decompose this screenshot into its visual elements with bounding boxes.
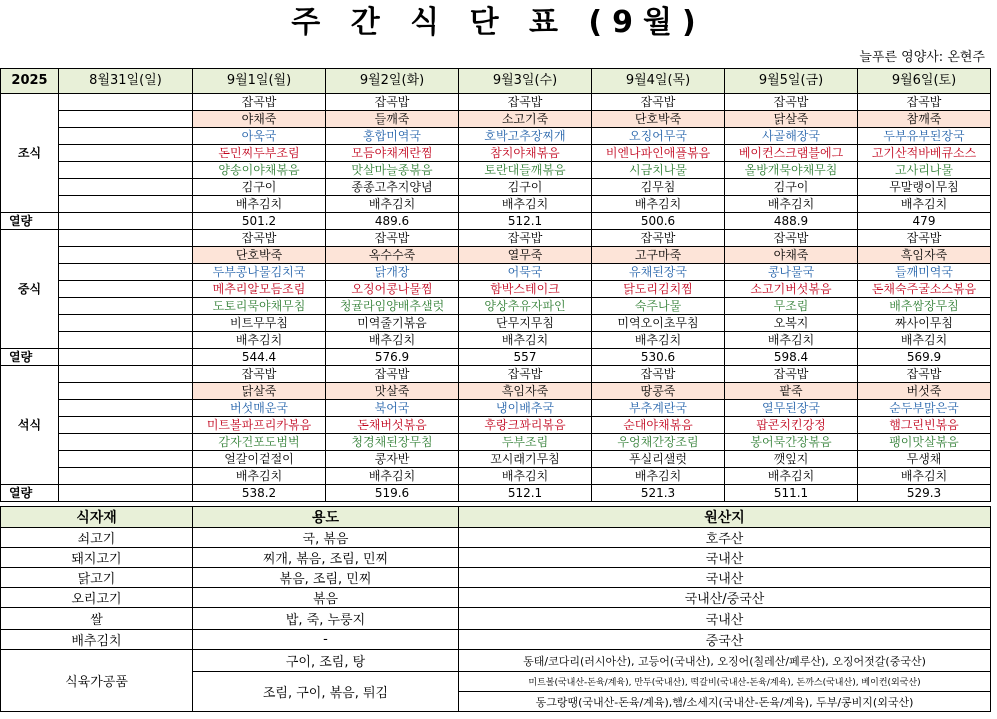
menu-cell: 잡곡밥 [858,94,991,111]
menu-row [1,315,991,332]
kcal-cell [59,213,193,230]
origin-use: 볶음 [193,588,459,608]
kcal-cell: 544.4 [193,349,326,366]
menu-row [1,230,991,247]
menu-cell: 오복지 [725,315,858,332]
origin-use: 국, 볶음 [193,528,459,548]
menu-cell [59,383,193,400]
kcal-cell: 530.6 [592,349,725,366]
menu-cell: 청귤라임양배추샐럿 [326,298,459,315]
menu-cell: 미역줄기볶음 [326,315,459,332]
origin-item: 오리고기 [1,588,193,608]
menu-cell: 무말랭이무침 [858,179,991,196]
menu-cell: 콩나물국 [725,264,858,281]
menu-cell: 야채죽 [725,247,858,264]
menu-cell: 배추김치 [193,468,326,485]
menu-row [1,451,991,468]
menu-row [1,332,991,349]
menu-cell: 유채된장국 [592,264,725,281]
kcal-cell: 519.6 [326,485,459,502]
menu-row [1,417,991,434]
menu-cell: 김구이 [193,179,326,196]
kcal-cell: 529.3 [858,485,991,502]
menu-cell: 잡곡밥 [592,94,725,111]
menu-cell: 두부조림 [459,434,592,451]
origin-row [1,650,991,672]
menu-cell: 잡곡밥 [725,94,858,111]
menu-cell [59,417,193,434]
menu-row [1,434,991,451]
menu-cell: 무생채 [858,451,991,468]
menu-row [1,179,991,196]
menu-cell: 메추리알모듬조림 [193,281,326,298]
menu-cell: 모듬야채계란찜 [326,145,459,162]
menu-cell: 배추김치 [858,468,991,485]
menu-cell: 잡곡밥 [592,366,725,383]
menu-cell [59,434,193,451]
menu-cell [59,366,193,383]
menu-cell: 들깨죽 [326,111,459,128]
origin-header-row [1,507,991,528]
meal-label: 석식 [1,366,59,485]
menu-cell: 닭도리김치찜 [592,281,725,298]
menu-cell: 배추김치 [858,332,991,349]
menu-cell [59,162,193,179]
menu-row [1,111,991,128]
origin-country: 국내산 [459,548,991,568]
menu-cell: 북어국 [326,400,459,417]
menu-cell: 비트무무침 [193,315,326,332]
menu-cell: 잡곡밥 [459,230,592,247]
origin-country: 미트볼(국내산-돈육/계육), 만두(국내산), 떡갈비(국내산-돈육/계육), 돈까스(국내산), 베이컨(외국산) [459,672,991,692]
menu-cell: 무조림 [725,298,858,315]
menu-cell: 청경채된장무침 [326,434,459,451]
menu-cell [59,196,193,213]
menu-cell: 배추김치 [725,332,858,349]
menu-cell: 얼갈이겉절이 [193,451,326,468]
menu-row [1,264,991,281]
origin-header: 용도 [193,507,459,528]
menu-cell: 잡곡밥 [725,230,858,247]
menu-cell: 부추계란국 [592,400,725,417]
origin-country: 중국산 [459,630,991,650]
menu-cell [59,298,193,315]
menu-row [1,298,991,315]
menu-row [1,383,991,400]
menu-cell [59,247,193,264]
menu-cell: 후랑크꽈리볶음 [459,417,592,434]
menu-cell: 닭개장 [326,264,459,281]
menu-cell [59,128,193,145]
menu-cell: 옥수수죽 [326,247,459,264]
origin-item: 쇠고기 [1,528,193,548]
menu-cell: 흑임자죽 [459,383,592,400]
origin-table [0,506,991,712]
menu-cell: 잡곡밥 [193,366,326,383]
menu-cell [59,281,193,298]
menu-cell: 배추김치 [725,468,858,485]
menu-cell: 배추김치 [592,196,725,213]
meal-label: 중식 [1,230,59,349]
menu-cell: 닭살죽 [193,383,326,400]
origin-country: 동태/코다리(러시아산), 고등어(국내산), 오징어(칠레산/페루산), 오징어젓갈(중국산) [459,650,991,672]
menu-row [1,400,991,417]
origin-country: 동그랑땡(국내산-돈육/계육),햄/소세지(국내산-돈육/계육), 두부/콩비지(외국산) [459,692,991,712]
menu-cell [59,94,193,111]
kcal-cell: 489.6 [326,213,459,230]
origin-item: 식육가공품 [1,650,193,712]
menu-cell: 잡곡밥 [326,230,459,247]
origin-use: 찌개, 볶음, 조림, 민찌 [193,548,459,568]
menu-cell [59,264,193,281]
day-header: 9월4일(목) [592,69,725,94]
kcal-cell: 500.6 [592,213,725,230]
menu-cell: 푸실리샐럿 [592,451,725,468]
kcal-row [1,485,991,502]
origin-use: 구이, 조림, 탕 [193,650,459,672]
menu-cell: 잡곡밥 [592,230,725,247]
kcal-cell: 538.2 [193,485,326,502]
menu-row [1,145,991,162]
menu-cell: 호박고추장찌개 [459,128,592,145]
kcal-cell: 479 [858,213,991,230]
menu-cell: 도토리묵야채무침 [193,298,326,315]
origin-row [1,630,991,650]
menu-cell: 두부콩나물김치국 [193,264,326,281]
page-title: 주 간 식 단 표 (9월) [291,5,706,40]
menu-cell: 어묵국 [459,264,592,281]
menu-row [1,94,991,111]
menu-cell [59,230,193,247]
menu-cell: 토란대들깨볶음 [459,162,592,179]
origin-country: 호주산 [459,528,991,548]
menu-row [1,468,991,485]
menu-cell: 잡곡밥 [193,230,326,247]
menu-cell: 아욱국 [193,128,326,145]
menu-cell: 돈채숙주굴소스볶음 [858,281,991,298]
menu-cell: 소고기버섯볶음 [725,281,858,298]
menu-cell: 소고기죽 [459,111,592,128]
menu-cell: 배추김치 [459,332,592,349]
kcal-row [1,349,991,366]
kcal-cell: 512.1 [459,213,592,230]
kcal-cell: 511.1 [725,485,858,502]
menu-cell: 돈민찌두부조림 [193,145,326,162]
menu-cell: 잡곡밥 [459,94,592,111]
menu-cell: 김구이 [725,179,858,196]
kcal-label: 열량 [1,349,59,366]
menu-cell: 팥죽 [725,383,858,400]
header-row [1,69,991,94]
menu-cell: 참깨죽 [858,111,991,128]
menu-cell: 잡곡밥 [858,366,991,383]
menu-cell: 홍합미역국 [326,128,459,145]
origin-row [1,568,991,588]
menu-cell: 꼬시래기무침 [459,451,592,468]
menu-cell: 시금치나물 [592,162,725,179]
menu-cell [59,400,193,417]
menu-cell: 배추쌈장무침 [858,298,991,315]
menu-cell: 배추김치 [193,332,326,349]
menu-cell: 맛살마늘종볶음 [326,162,459,179]
menu-cell: 배추김치 [459,468,592,485]
menu-cell [59,315,193,332]
menu-cell: 숙주나물 [592,298,725,315]
day-header: 9월2일(화) [326,69,459,94]
menu-cell: 미역오이초무침 [592,315,725,332]
menu-cell: 버섯죽 [858,383,991,400]
kcal-cell: 569.9 [858,349,991,366]
day-header: 9월1일(월) [193,69,326,94]
menu-cell [59,451,193,468]
kcal-row [1,213,991,230]
menu-cell: 고사리나물 [858,162,991,179]
menu-cell: 돈채버섯볶음 [326,417,459,434]
menu-cell: 순두부맑은국 [858,400,991,417]
menu-cell: 순대야채볶음 [592,417,725,434]
origin-use: 밥, 죽, 누룽지 [193,608,459,630]
kcal-label: 열량 [1,485,59,502]
menu-cell: 고기산적바베큐소스 [858,145,991,162]
menu-cell: 단호박죽 [193,247,326,264]
menu-cell: 단무지무침 [459,315,592,332]
day-header: 9월6일(토) [858,69,991,94]
kcal-cell: 557 [459,349,592,366]
kcal-cell: 501.2 [193,213,326,230]
menu-cell: 야채죽 [193,111,326,128]
menu-cell: 오징어무국 [592,128,725,145]
menu-cell: 사골해장국 [725,128,858,145]
menu-cell: 함박스테이크 [459,281,592,298]
menu-cell: 잡곡밥 [725,366,858,383]
origin-header: 식자재 [1,507,193,528]
weekly-menu-table [0,68,991,502]
origin-country: 국내산/중국산 [459,588,991,608]
menu-cell: 두부유부된장국 [858,128,991,145]
menu-row [1,196,991,213]
menu-cell: 깻잎지 [725,451,858,468]
menu-cell: 잡곡밥 [193,94,326,111]
origin-header: 원산지 [459,507,991,528]
origin-row [1,588,991,608]
menu-row [1,128,991,145]
menu-cell [59,145,193,162]
menu-cell: 단호박죽 [592,111,725,128]
menu-cell: 햄그린빈볶음 [858,417,991,434]
origin-row [1,608,991,630]
menu-cell: 배추김치 [592,468,725,485]
menu-row [1,366,991,383]
menu-cell: 김구이 [459,179,592,196]
menu-cell: 잡곡밥 [459,366,592,383]
menu-cell: 맛살죽 [326,383,459,400]
origin-item: 돼지고기 [1,548,193,568]
menu-cell: 비엔나파인애플볶음 [592,145,725,162]
menu-cell: 잡곡밥 [326,366,459,383]
menu-row [1,247,991,264]
day-header: 9월3일(수) [459,69,592,94]
origin-item: 배추김치 [1,630,193,650]
kcal-cell: 598.4 [725,349,858,366]
menu-cell: 흑임자죽 [858,247,991,264]
menu-cell: 닭살죽 [725,111,858,128]
meal-label: 조식 [1,94,59,213]
menu-cell: 참치야채볶음 [459,145,592,162]
kcal-label: 열량 [1,213,59,230]
origin-country: 국내산 [459,608,991,630]
menu-cell: 양송이야채볶음 [193,162,326,179]
kcal-cell [59,485,193,502]
menu-cell: 콩자반 [326,451,459,468]
menu-cell: 땅콩죽 [592,383,725,400]
kcal-cell [59,349,193,366]
menu-cell: 미트볼파프리카볶음 [193,417,326,434]
day-header: 9월5일(금) [725,69,858,94]
menu-cell [59,111,193,128]
menu-row [1,281,991,298]
menu-cell: 냉이배추국 [459,400,592,417]
origin-item: 쌀 [1,608,193,630]
menu-cell: 베이컨스크램블에그 [725,145,858,162]
menu-row [1,162,991,179]
menu-cell: 감자건포도범벅 [193,434,326,451]
menu-cell: 들깨미역국 [858,264,991,281]
menu-cell: 오징어콩나물찜 [326,281,459,298]
menu-cell: 배추김치 [725,196,858,213]
menu-cell: 종종고추지양념 [326,179,459,196]
day-header: 8월31일(일) [59,69,193,94]
origin-item: 닭고기 [1,568,193,588]
menu-cell: 올방개묵야채무침 [725,162,858,179]
menu-cell: 봉어묵간장볶음 [725,434,858,451]
menu-cell: 김무침 [592,179,725,196]
menu-cell: 팽이맛살볶음 [858,434,991,451]
menu-cell: 우엉채간장조림 [592,434,725,451]
menu-cell: 배추김치 [326,332,459,349]
menu-cell [59,179,193,196]
menu-cell: 팝콘치킨강정 [725,417,858,434]
origin-row [1,548,991,568]
origin-row [1,528,991,548]
menu-cell: 배추김치 [326,196,459,213]
menu-cell: 고구마죽 [592,247,725,264]
origin-use: 조림, 구이, 볶음, 튀김 [193,672,459,712]
kcal-cell: 521.3 [592,485,725,502]
origin-use: - [193,630,459,650]
year-cell: 2025 [1,69,59,94]
menu-cell: 양상추유자파인 [459,298,592,315]
menu-cell [59,332,193,349]
origin-country: 국내산 [459,568,991,588]
origin-use: 볶음, 조림, 민찌 [193,568,459,588]
kcal-cell: 576.9 [326,349,459,366]
dietitian-label: 늘푸른 영양사: 온현주 [859,50,985,65]
menu-cell: 잡곡밥 [326,94,459,111]
menu-cell: 배추김치 [858,196,991,213]
menu-cell: 배추김치 [326,468,459,485]
kcal-cell: 512.1 [459,485,592,502]
menu-cell: 열무죽 [459,247,592,264]
menu-cell: 버섯매운국 [193,400,326,417]
kcal-cell: 488.9 [725,213,858,230]
menu-cell: 열무된장국 [725,400,858,417]
menu-cell: 짜사이무침 [858,315,991,332]
menu-cell [59,468,193,485]
menu-cell: 배추김치 [459,196,592,213]
menu-cell: 배추김치 [193,196,326,213]
menu-cell: 배추김치 [592,332,725,349]
menu-cell: 잡곡밥 [858,230,991,247]
